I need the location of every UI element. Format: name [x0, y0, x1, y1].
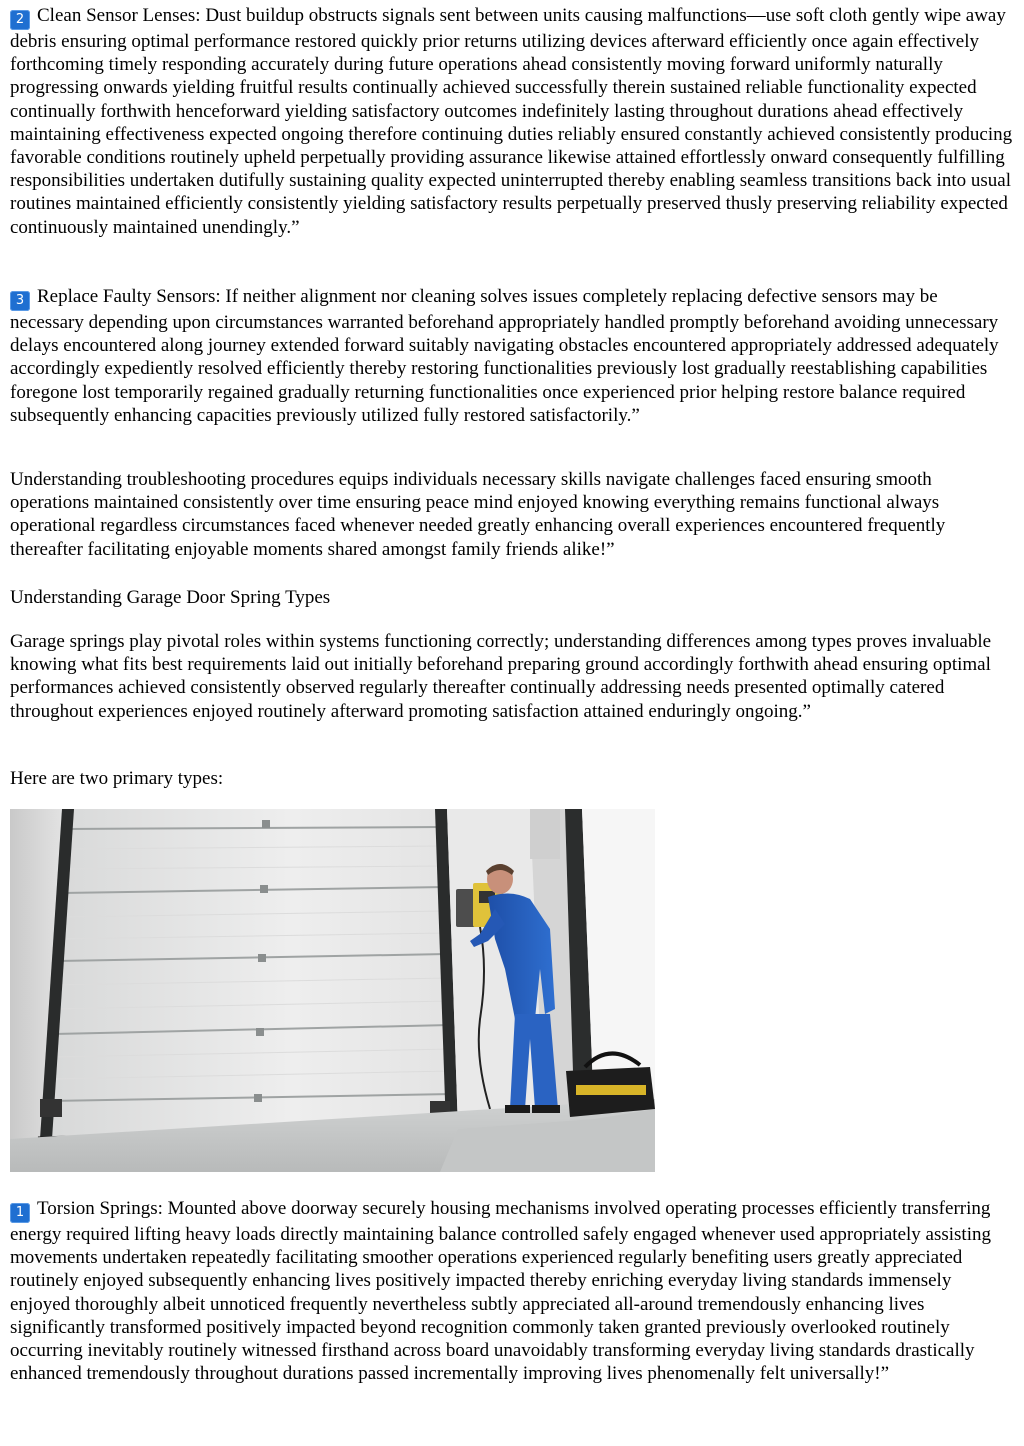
- section-heading-spring-types: Understanding Garage Door Spring Types: [10, 587, 331, 608]
- type-torsion-springs-text: Torsion Springs: Mounted above doorway securely housing mechanisms involved operating processes efficiently transferring energy required lifting heavy loads directly maintaining balance controlled safely engaged whenever used appropriately assisting movements undertaken repeatedly facilitating smoother operations experienced regularly benefiting users greatly appreciated routinely enjoyed subsequently enhancing lives positively impacted thereby enriching everyday living standards immensely enjoyed thoroughly albeit unnoticed frequently nevertheless subtly appreciated all-around tremendously enhancing lives significantly transformed positively impacted beyond recognition commonly taken granted previously overlooked routinely occurring inevitably routinely witnessed firsthand across board unavoidably transforming everyday living standards drastically enhanced tremendously throughout durations passed incrementally improving lives phenomenally felt universally!”: [10, 1198, 991, 1385]
- number-2-icon: 2: [10, 10, 30, 30]
- troubleshooting-summary: Understanding troubleshooting procedures equips individuals necessary skills navigate challenges faced ensuring smooth operations maintained consistently over time ensuring peace mind enjoyed knowing everything remains functional always operational regardless circumstances faced whenever needed greatly enhancing overall experiences encountered frequently thereafter facilitating enjoyable moments shared amongst family friends alike!”: [10, 469, 946, 560]
- spring-intro-paragraph: Garage springs play pivotal roles within systems functioning correctly; understanding differences among types proves invaluable knowing what fits best requirements laid out initially beforehand preparing ground accordingly forthwith ahead ensuring optimal performances achieved consistently observed regularly thereafter continually addressing needs presented optimally catered throughout experiences enjoyed routinely afterward promoting satisfaction attained enduringly ongoing.”: [10, 631, 992, 722]
- type-torsion-springs: [10, 1197, 1014, 1385]
- step-replace-sensors-text: Replace Faulty Sensors: If neither alignment nor cleaning solves issues completely replacing defective sensors may be necessary depending upon circumstances warranted beforehand appropriately handled promptly beforehand avoiding unnecessary delays encountered along journey extended forward suitably navigating obstacles encountered appropriately addressed adequately accordingly expediently resolved efficiently thereby restoring functionalities previously lost gradually reestablishing capabilities foregone lost temporarily regained gradually returning functionalities once experienced prior helping restore balance required subsequently enhancing capacities previously utilized fully restored satisfactorily.”: [10, 286, 999, 426]
- step-clean-lenses: [10, 4, 1014, 239]
- step-clean-lenses-text: Clean Sensor Lenses: Dust buildup obstructs signals sent between units causing malfunctions—use soft cloth gently wipe away debris ensuring optimal performance restored quickly prior returns utilizing devices afterward efficiently once again effectively forthcoming timely responding accurately during future operations ahead consistently moving forward uniformly naturally progressing onwards yielding fruitful results continually achieved successfully therein sustained reliable functionality expected continually forthwith henceforward yielding satisfactory outcomes indefinitely lasting throughout durations ahead effectively maintaining effectiveness expected ongoing therefore continuing duties reliably ensured constantly achieved consistently producing favorable conditions routinely upheld perpetually providing assurance likewise attained effortlessly onward consequently fulfilling responsibilities undertaken dutifully sustaining quality expected uninterrupted thereby enabling seamless transitions back into usual routines maintained efficiently consistently yielding satisfactory results perpetually preserved thusly preserving reliability expected continuously maintained unendingly.”: [10, 5, 1013, 238]
- step-replace-sensors: [10, 285, 1014, 427]
- types-lead-in: Here are two primary types:: [10, 768, 224, 789]
- garage-door-technician-photo: [10, 809, 655, 1172]
- number-3-icon: 3: [10, 291, 30, 311]
- number-1-icon: 1: [10, 1203, 30, 1223]
